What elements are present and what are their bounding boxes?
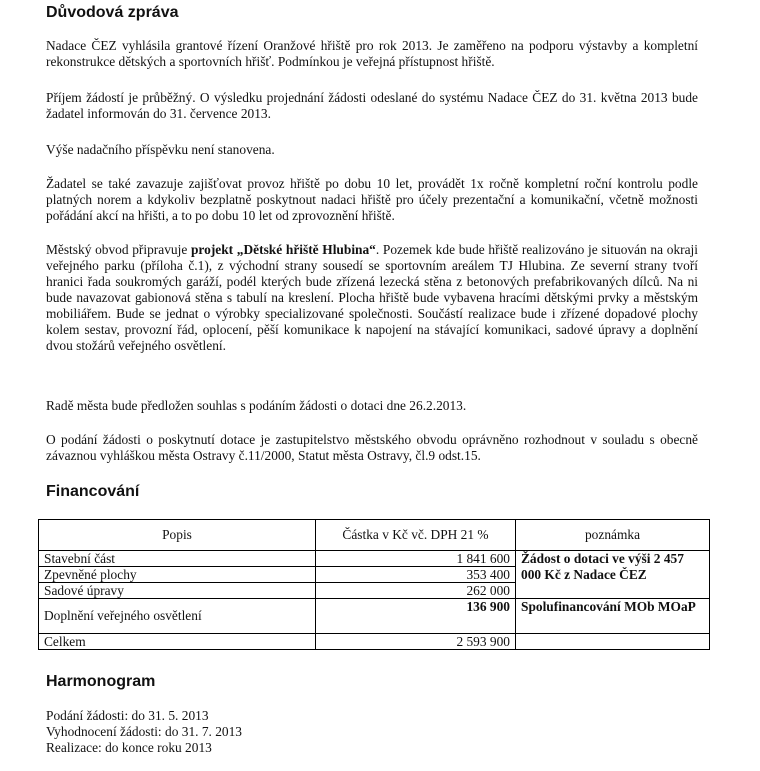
cell-castka: 1 841 600 xyxy=(316,551,516,567)
paragraph-council-submission: Radě města bude předložen souhlas s podáním žádosti o dotaci dne 26.2.2013. xyxy=(46,398,467,413)
harmonogram-item: Realizace: do konce roku 2013 xyxy=(46,740,212,755)
paragraph-grant-announcement: Nadace ČEZ vyhlásila grantové řízení Oranžové hřiště pro rok 2013. Je zaměřeno na podporu výstavby a kompletní rekonstrukce dětských a sportovních hřišť. Podmínkou je veřejná přístupnost hřiště. xyxy=(46,38,698,69)
paragraph-operator-obligations: Žadatel se také zavazuje zajišťovat provoz hřiště po dobu 10 let, provádět 1x ročně kompletní roční kontrolu podle platných norem a kdykoliv bezplatně poskytnout nadaci hřiště pro účely prezentační a komunikační, včetně možnosti pořádání akcí na hřišti, a to po dobu 10 let od zprovoznění hřiště. xyxy=(46,176,698,223)
column-header-castka: Částka v Kč vč. DPH 21 % xyxy=(316,520,516,551)
cell-castka: 136 900 xyxy=(316,599,516,634)
cell-popis: Zpevněné plochy xyxy=(39,567,316,583)
harmonogram-item: Vyhodnocení žádosti: do 31. 7. 2013 xyxy=(46,724,243,739)
column-header-poznamka: poznámka xyxy=(516,520,710,551)
project-text-lead: Městský obvod připravuje xyxy=(46,242,191,257)
paragraph-contribution-amount: Výše nadačního příspěvku není stanovena. xyxy=(46,142,275,157)
paragraph-application-intake: Příjem žádostí je průběžný. O výsledku projednání žádosti odeslané do systému Nadace ČEZ do 31. května 2013 bude žadatel informován do 31. července 2013. xyxy=(46,90,698,121)
harmonogram-list xyxy=(46,708,242,756)
table-row xyxy=(39,599,710,634)
cell-castka: 262 000 xyxy=(316,583,516,599)
table-row xyxy=(39,551,710,567)
cell-popis: Celkem xyxy=(39,634,316,650)
cell-popis: Doplnění veřejného osvětlení xyxy=(39,599,316,634)
table-row xyxy=(39,634,710,650)
heading-duvodova-zprava: Důvodová zpráva xyxy=(46,4,179,21)
table-header-row xyxy=(39,520,710,551)
project-name: projekt „Dětské hřiště Hlubina“ xyxy=(190,242,376,257)
cell-popis: Sadové úpravy xyxy=(39,583,316,599)
harmonogram-item: Podání žádosti: do 31. 5. 2013 xyxy=(46,708,209,723)
heading-harmonogram: Harmonogram xyxy=(46,673,156,690)
cell-note-grant: Žádost o dotaci ve výši 2 457 000 Kč z Nadace ČEZ xyxy=(516,551,710,599)
cell-castka: 2 593 900 xyxy=(316,634,516,650)
heading-financovani: Financování xyxy=(46,483,140,500)
paragraph-authority: O podání žádosti o poskytnutí dotace je zastupitelstvo městského obvodu oprávněno rozhodnout v souladu s obecně závaznou vyhláškou města Ostravy č.11/2000, Statut města Ostravy, čl.9 odst.15. xyxy=(46,432,698,463)
cell-empty xyxy=(516,634,710,650)
cell-popis: Stavební část xyxy=(39,551,316,567)
financing-table xyxy=(38,519,710,650)
paragraph-project-description xyxy=(46,242,698,354)
column-header-popis: Popis xyxy=(39,520,316,551)
cell-castka: 353 400 xyxy=(316,567,516,583)
project-text-body: . Pozemek kde bude hřiště realizováno je situován na okraji veřejného parku (příloha č.1), z východní strany sousedí se sportovním areálem TJ Hlubina. Ze severní strany tvoří hranici řada soukromých garáží, podél kterých bude zřízená lezecká stěna z betonových prefabrikovaných dílců. Na ni bude navazovat gabionová stěna s tabulí na kreslení. Plocha hřiště bude vybavena hracími dětskými prvky a městským mobiliářem. Bude se jednat o výrobky specializované společnosti. Součástí realizace bude i zřízené dopadové plochy kolem sestav, provozní řád, oplocení, pěší komunikace k napojení na stávající komunikaci, sadové úpravy a doplnění dvou stožárů veřejného osvětlení. xyxy=(46,242,698,353)
cell-note-cofinancing: Spolufinancování MOb MOaP xyxy=(516,599,710,634)
